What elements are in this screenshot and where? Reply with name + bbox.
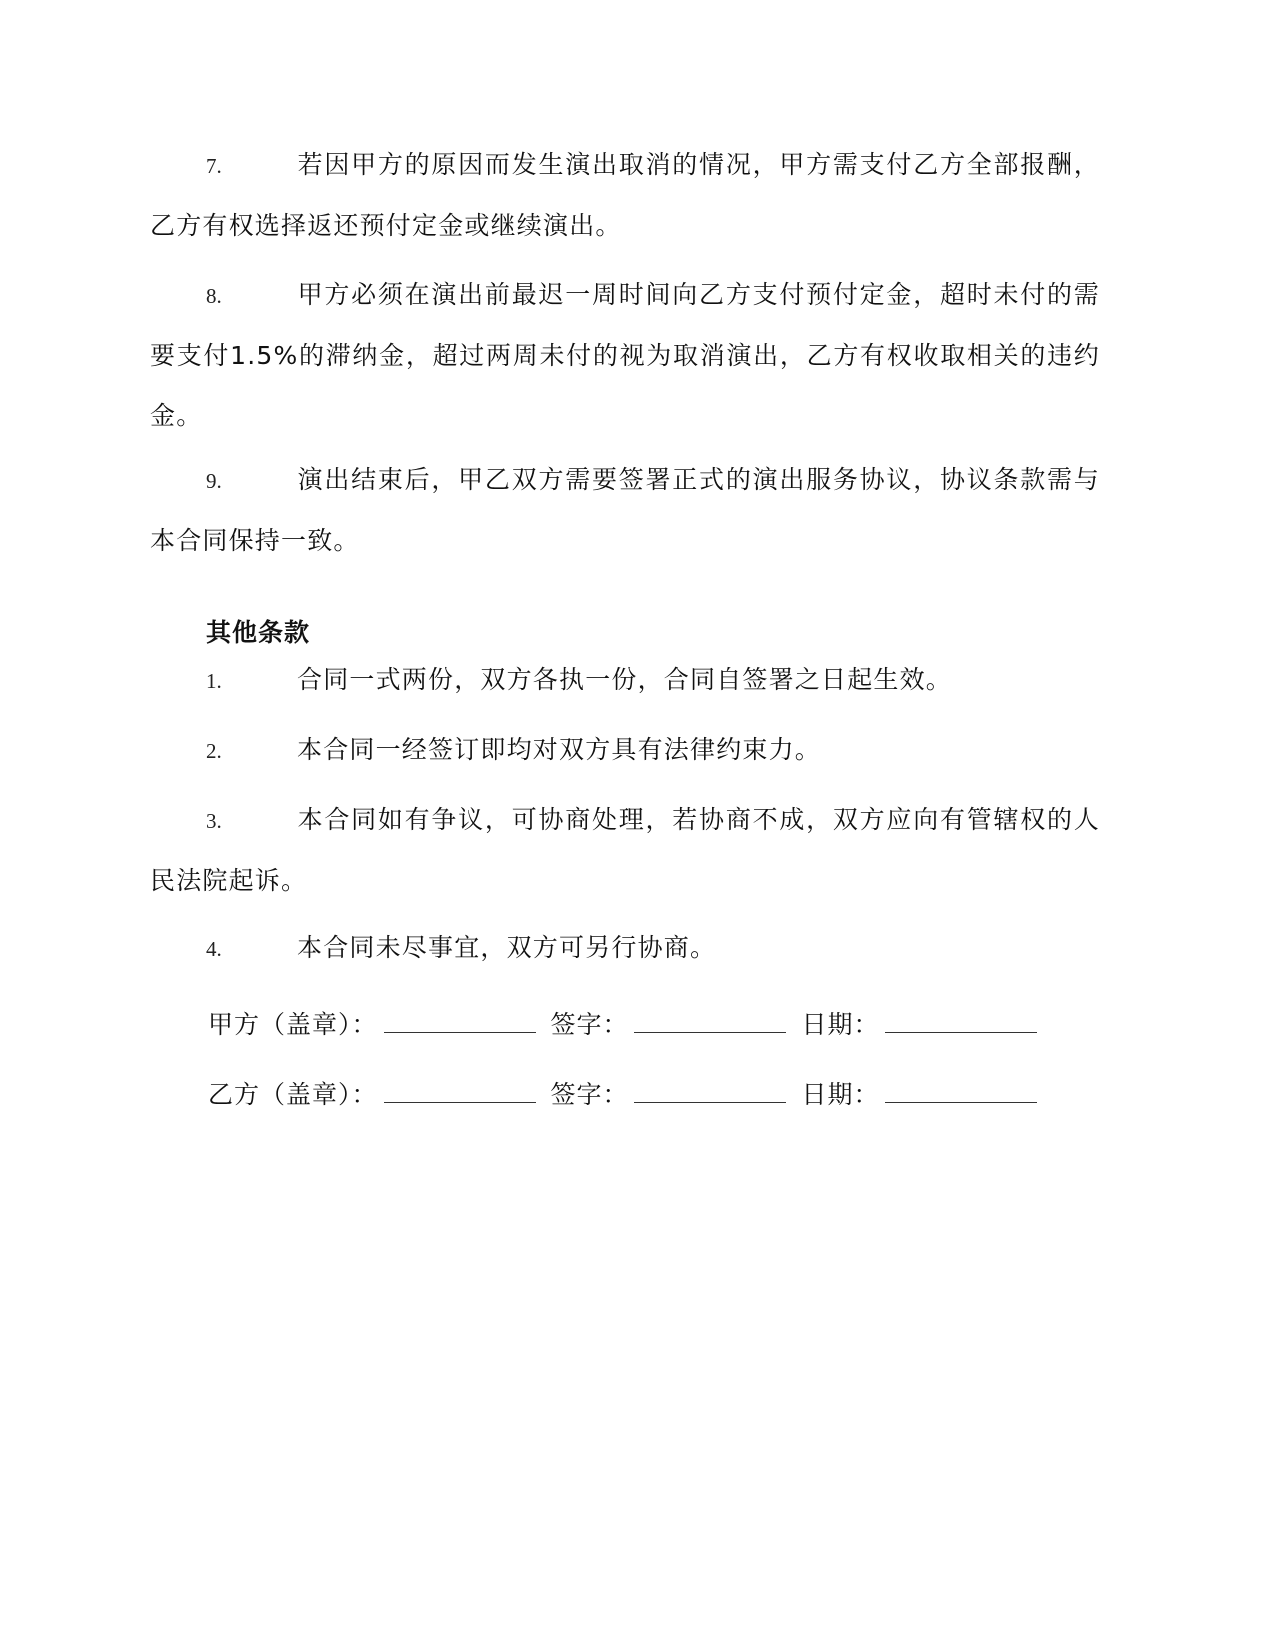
date-label: 日期： bbox=[801, 1010, 880, 1039]
signature-row-party-a bbox=[208, 1005, 1043, 1045]
signature-blank[interactable] bbox=[634, 1078, 786, 1103]
signature-blank[interactable] bbox=[634, 1008, 786, 1033]
clause-number: 7. bbox=[206, 154, 222, 178]
seal-blank[interactable] bbox=[384, 1078, 536, 1103]
date-label: 日期： bbox=[801, 1080, 880, 1109]
other-term-2 bbox=[150, 720, 1100, 781]
clause-7 bbox=[150, 135, 1100, 256]
clause-text: 本合同如有争议，可协商处理，若协商不成，双方应向有管辖权的人民法院起诉。 bbox=[150, 805, 1100, 895]
party-seal-label: 乙方（盖章）： bbox=[208, 1080, 378, 1109]
date-blank[interactable] bbox=[885, 1008, 1037, 1033]
date-blank[interactable] bbox=[885, 1078, 1037, 1103]
signature-row-party-b bbox=[208, 1075, 1043, 1115]
clause-number: 1. bbox=[206, 669, 222, 693]
other-term-4 bbox=[150, 918, 1100, 979]
clause-text: 本合同一经签订即均对双方具有法律约束力。 bbox=[297, 735, 822, 764]
clause-text: 演出结束后，甲乙双方需要签署正式的演出服务协议，协议条款需与本合同保持一致。 bbox=[150, 465, 1100, 555]
clause-number: 8. bbox=[206, 284, 222, 308]
clause-number: 2. bbox=[206, 739, 222, 763]
clause-9 bbox=[150, 450, 1100, 571]
other-term-1 bbox=[150, 650, 1100, 711]
clause-text: 甲方必须在演出前最迟一周时间向乙方支付预付定金，超时未付的需要支付1.5%的滞纳金，超过两周未付的视为取消演出，乙方有权收取相关的违约金。 bbox=[150, 280, 1100, 430]
clause-8 bbox=[150, 265, 1100, 446]
seal-blank[interactable] bbox=[384, 1008, 536, 1033]
clause-number: 4. bbox=[206, 937, 222, 961]
clause-text: 本合同未尽事宜，双方可另行协商。 bbox=[297, 933, 717, 962]
clause-text: 若因甲方的原因而发生演出取消的情况，甲方需支付乙方全部报酬，乙方有权选择返还预付定金或继续演出。 bbox=[150, 150, 1100, 240]
party-seal-label: 甲方（盖章）： bbox=[208, 1010, 378, 1039]
other-term-3 bbox=[150, 790, 1100, 911]
clause-number: 3. bbox=[206, 809, 222, 833]
signature-label: 签字： bbox=[550, 1010, 629, 1039]
signature-label: 签字： bbox=[550, 1080, 629, 1109]
clause-text: 合同一式两份，双方各执一份，合同自签署之日起生效。 bbox=[297, 665, 953, 694]
section-heading-other-terms: 其他条款 bbox=[206, 618, 311, 647]
clause-number: 9. bbox=[206, 469, 222, 493]
